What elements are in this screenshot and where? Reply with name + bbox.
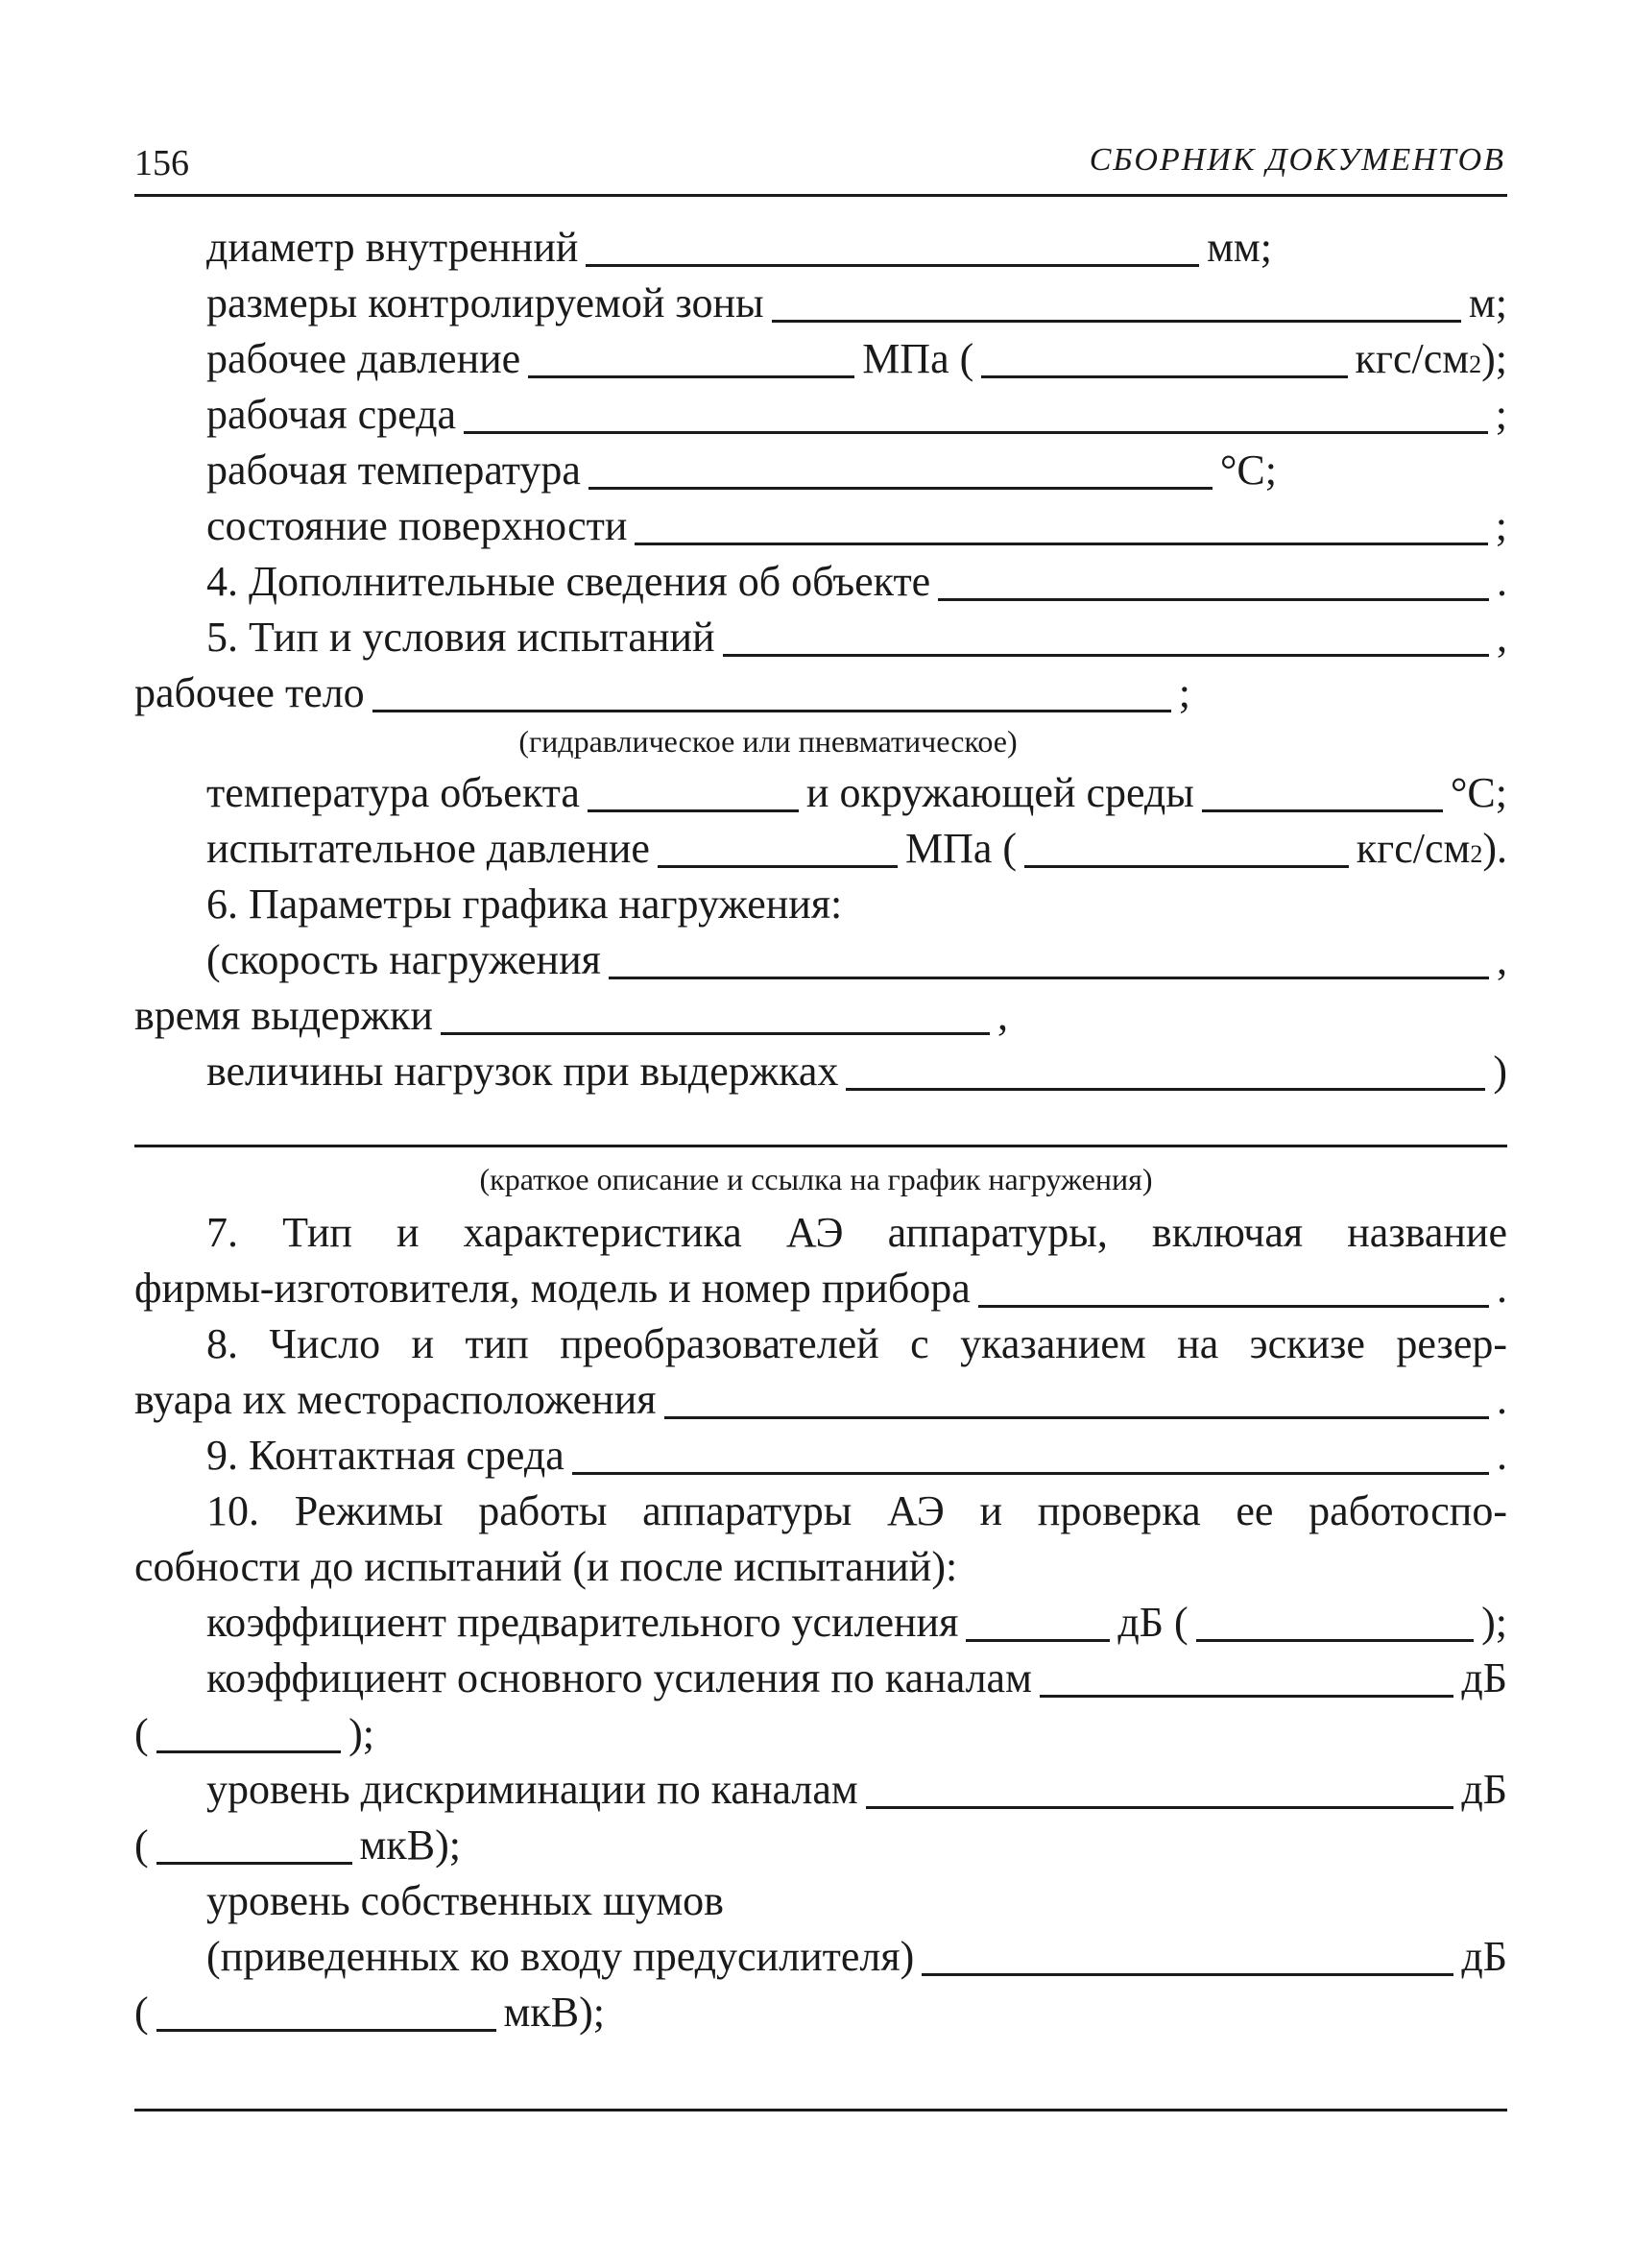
line-object-temperature: температура объекта и окружающей среды °С; [206,769,1507,816]
line-main-gain: коэффициент основного усиления по каналам дБ [206,1654,1507,1701]
line-contact-medium: 9. Контактная среда . [206,1432,1507,1479]
line-noise-referred: (приведенных ко входу предусилителя) дБ [206,1933,1507,1980]
line-preamp-gain: коэффициент предварительного усиления дБ ( ); [206,1599,1507,1646]
blank-field [922,1937,1453,1976]
line-item-10: 10. Режимы работы аппаратуры АЭ и проверка ее работоспо- [206,1487,1507,1534]
blank-field [772,283,1461,323]
blank-field [1024,829,1349,868]
line-zone-size: размеры контролируемой зоны м; [206,279,1507,326]
blank-field [981,339,1347,378]
line-noise-level: уровень собственных шумов [206,1877,724,1924]
line-sensor-location: вуара их месторасположения . [134,1376,1507,1423]
blank-field [846,1051,1485,1091]
blank-field [464,395,1488,434]
blank-field [978,1268,1489,1308]
blank-field [156,1992,496,2032]
line-test-pressure: испытательное давление МПа ( кгс/см 2 ). [206,825,1507,872]
blank-full-line [134,1145,1507,1147]
line-item-7: 7. Тип и характеристика АЭ аппаратуры, включая название [206,1209,1507,1256]
blank-field [588,773,799,812]
line-loading-rate: (скорость нагружения , [206,936,1507,983]
line-working-temperature: рабочая температура °С; [206,446,1277,494]
blank-field [609,940,1489,979]
blank-full-line [134,2109,1507,2111]
page-header [134,134,1507,197]
line-additional-info: 4. Дополнительные сведения об объекте . [206,558,1507,605]
line-inner-diameter: диаметр внутренний мм; [206,224,1272,271]
line-working-body: рабочее тело ; [134,669,1190,716]
line-loading-parameters: 6. Параметры графика нагружения: [206,881,843,928]
blank-field [1202,773,1443,812]
blank-field [156,1714,341,1753]
blank-field [588,450,1213,490]
caption-loading-description: (краткое описание и ссылка на график нагружения) [479,1162,1153,1196]
line-discrimination-level: уровень дискриминации по каналам дБ [206,1766,1507,1813]
line-main-gain-paren: ( ); [134,1710,374,1757]
blank-field [1040,1658,1453,1698]
caption-hydraulic-or-pneumatic: (гидравлическое или пневматическое) [518,724,1018,759]
blank-field [658,829,898,868]
line-working-pressure: рабочее давление МПа ( кгс/см 2 ); [206,335,1507,382]
blank-field [1196,1603,1474,1642]
line-noise-paren: ( мкВ); [134,1989,605,2036]
blank-field [635,506,1487,545]
line-item-10-continued: собности до испытаний (и после испытаний): [134,1543,958,1590]
blank-field [586,228,1199,267]
blank-field [572,1436,1489,1475]
blank-field [372,673,1171,712]
line-load-values: величины нагрузок при выдержках ) [206,1048,1507,1095]
blank-field [723,617,1489,657]
blank-field [528,339,854,378]
line-manufacturer: фирмы-изготовителя, модель и номер прибора . [134,1265,1507,1312]
line-discrimination-paren: ( мкВ); [134,1822,461,1869]
line-test-type: 5. Тип и условия испытаний , [206,614,1507,661]
line-working-medium: рабочая среда ; [206,391,1507,438]
line-surface-condition: состояние поверхности ; [206,502,1507,549]
running-title: СБОРНИК ДОКУМЕНТОВ [1089,142,1505,178]
blank-field [664,1380,1489,1419]
blank-field [441,996,990,1035]
blank-field [966,1603,1110,1642]
page-number: 156 [134,143,189,183]
line-hold-time: время выдержки , [134,992,1008,1039]
blank-field [866,1770,1454,1809]
blank-field [938,562,1489,601]
blank-field [156,1825,352,1865]
line-item-8: 8. Число и тип преобразователей с указанием на эскизе резер- [206,1320,1507,1367]
